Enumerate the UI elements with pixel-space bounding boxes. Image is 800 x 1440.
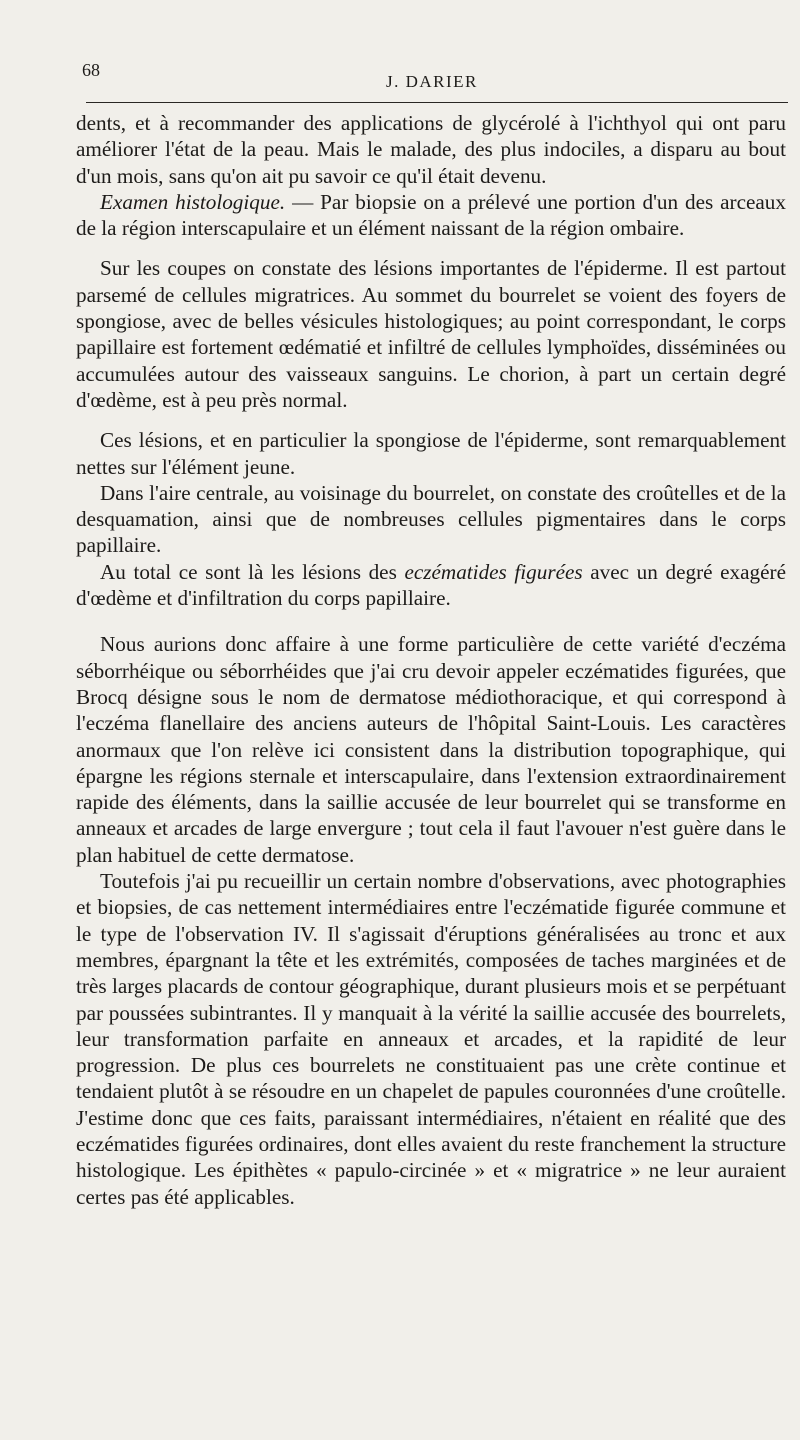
paragraph-histology-intro (76, 189, 786, 242)
paragraph-discussion: Nous aurions donc affaire à une forme particulière de cette variété d'eczéma séborrhéique ou séborrhéides que j'ai cru devoir appeler eczématides figurées, que Brocq désigne sous le nom de dermatose médiothoracique, et qui correspond à l'eczéma flanellaire des anciens auteurs de l'hôpital Saint-Louis. Les caractères anormaux que l'on relève ici consistent dans la distribution topographique, qui épargne les régions sternale et interscapulaire, dans l'extension extraordinairement rapide des éléments, dans la saillie accusée de leur bourrelet qui se transforme en anneaux et arcades de large envergure ; tout cela il faut l'avouer n'est guère dans le plan habituel de cette dermatose. (76, 632, 786, 867)
running-head: J. DARIER (386, 72, 478, 91)
paragraph-summary (76, 559, 786, 612)
paragraph-text: Au total ce sont là les lésions des (100, 559, 405, 584)
paragraph-text: avec un degré exagéré d'œdème et d'infiltration du corps papillaire. (76, 559, 786, 611)
italic-term: eczématides figurées (404, 559, 583, 584)
paragraph-observations: Toutefois j'ai pu recueillir un certain nombre d'observations, avec photographies et biopsies, de cas nettement intermédiaires entre l'eczématide figurée commune et le type de l'observation IV. Il s'agissait d'éruptions généralisées au tronc et aux membres, épargnant la tête et les extrémités, composées de taches marginées et de très larges placards de contour géographique, durant plusieurs mois et se perpétuant par poussées subintrantes. Il y manquait à la vérité la saillie accusée des bourrelets, leur transformation parfaite en anneaux et arcades, et la rapidité de leur progression. De plus ces bourrelets ne constituaient pas une crète continue et tendaient plutôt à se résoudre en un chapelet de papules couronnées d'une croûtelle. J'estime donc que ces faits, paraissant intermédiaires, n'étaient en réalité que des eczématides figurées ordinaires, dont elles avaient du reste franchement la structure histologique. Les épithètes « papulo-circinée » et « migratrice » ne leur auraient certes pas été applicables. (76, 869, 786, 1209)
page-number: 68 (82, 60, 100, 80)
paragraph-text: — Par biopsie on a prélevé une portion d'un des arceaux de la région interscapulaire et un élément naissant de la région ombaire. (76, 189, 786, 241)
paragraph-central-area: Dans l'aire centrale, au voisinage du bourrelet, on constate des croûtelles et de la desquamation, ainsi que de nombreuses cellules pigmentaires dans le corps papillaire. (76, 480, 786, 558)
section-lead: Examen histologique. (100, 189, 286, 214)
paragraph-spongiosis: Ces lésions, et en particulier la spongiose de l'épiderme, sont remarquablement nettes sur l'élément jeune. (76, 428, 786, 479)
header-rule (86, 102, 788, 103)
body-text (76, 110, 786, 1210)
paragraph-continuation: dents, et à recommander des applications de glycérolé à l'ichthyol qui ont paru améliorer l'état de la peau. Mais le malade, des plus indociles, a disparu au bout d'un mois, sans qu'on ait pu savoir ce qu'il était devenu. (76, 111, 786, 188)
paragraph-lesions: Sur les coupes on constate des lésions importantes de l'épiderme. Il est partout parsemé de cellules migratrices. Au sommet du bourrelet se voient des foyers de spongiose, avec de belles vésicules histologiques; au point correspondant, le corps papillaire est fortement œdématié et infiltré de cellules lymphoïdes, disséminées ou accumulées autour des vaisseaux sanguins. Le chorion, à part un certain degré d'œdème, est à peu près normal. (76, 256, 786, 412)
